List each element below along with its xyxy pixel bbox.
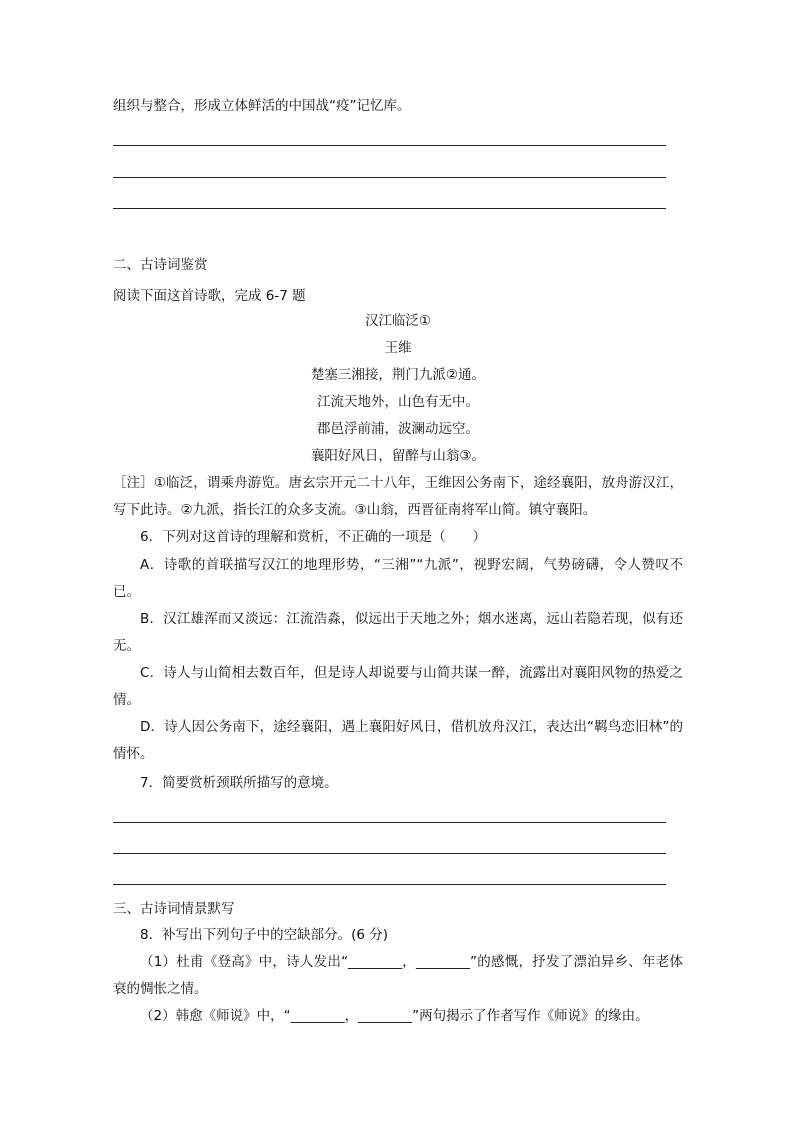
question-6-stem: 6．下列对这首诗的理解和赏析，不正确的一项是（ ） [140,529,487,545]
poem-note: ［注］①临泛，谓乘舟游览。唐玄宗开元二十八年，王维因公务南下，途经襄阳，放舟游汉江，写下此诗。②九派，指长江的众多支流。③山翁，西晋征南将军山简。镇守襄阳。 [113,475,683,518]
answer-line [113,822,666,823]
section2-heading: 二、古诗词鉴赏 [113,257,208,273]
poem-author: 王维 [384,340,412,356]
question-8-stem: 8．补写出下列句子中的空缺部分。(6 分) [140,927,389,943]
answer-line [113,145,666,146]
intro-continuation-text: 组织与整合，形成立体鲜活的中国战“疫”记忆库。 [113,98,411,114]
question-6-option-c: C．诗人与山简相去数百年，但是诗人却说要与山简共谋一醉，流露出对襄阳风物的热爱之情。 [113,665,683,708]
poem-line: 楚塞三湘接，荆门九派②通。 [310,367,486,383]
question-8-item-1: （1）杜甫《登高》中，诗人发出“________，________”的感慨，抒发了漂泊异乡、年老体衰的惆怅之情。 [113,954,683,997]
poem-line: 江流天地外，山色有无中。 [317,394,479,410]
question-6-option-b: B．汉江雄浑而又淡远：江流浩淼，似远出于天地之外；烟水迷离，远山若隐若现，似有还无。 [113,611,683,654]
section3-heading: 三、古诗词情景默写 [113,901,235,917]
answer-line [113,177,666,178]
question-6-option-d: D．诗人因公务南下，途经襄阳，遇上襄阳好风日，借机放舟汉江，表达出“羁鸟恋旧林”的情怀。 [113,719,683,762]
answer-line [113,208,666,209]
answer-line [113,853,666,854]
poem-title: 汉江临泛① [364,313,432,329]
section2-instruction: 阅读下面这首诗歌，完成 6-7 题 [113,288,306,304]
poem-line: 襄阳好风日，留醉与山翁③。 [310,448,486,464]
poem-line: 郡邑浮前浦，波澜动远空。 [317,421,479,437]
question-8-item-2: （2）韩愈《师说》中，“________，________”两句揭示了作者写作《师说》的缘由。 [140,1008,649,1024]
question-7-stem: 7．简要赏析颈联所描写的意境。 [140,775,338,791]
question-6-option-a: A．诗歌的首联描写汉江的地理形势，“三湘”“九派”，视野宏阔，气势磅礴，令人赞叹不已。 [113,557,683,600]
answer-line [113,884,666,885]
